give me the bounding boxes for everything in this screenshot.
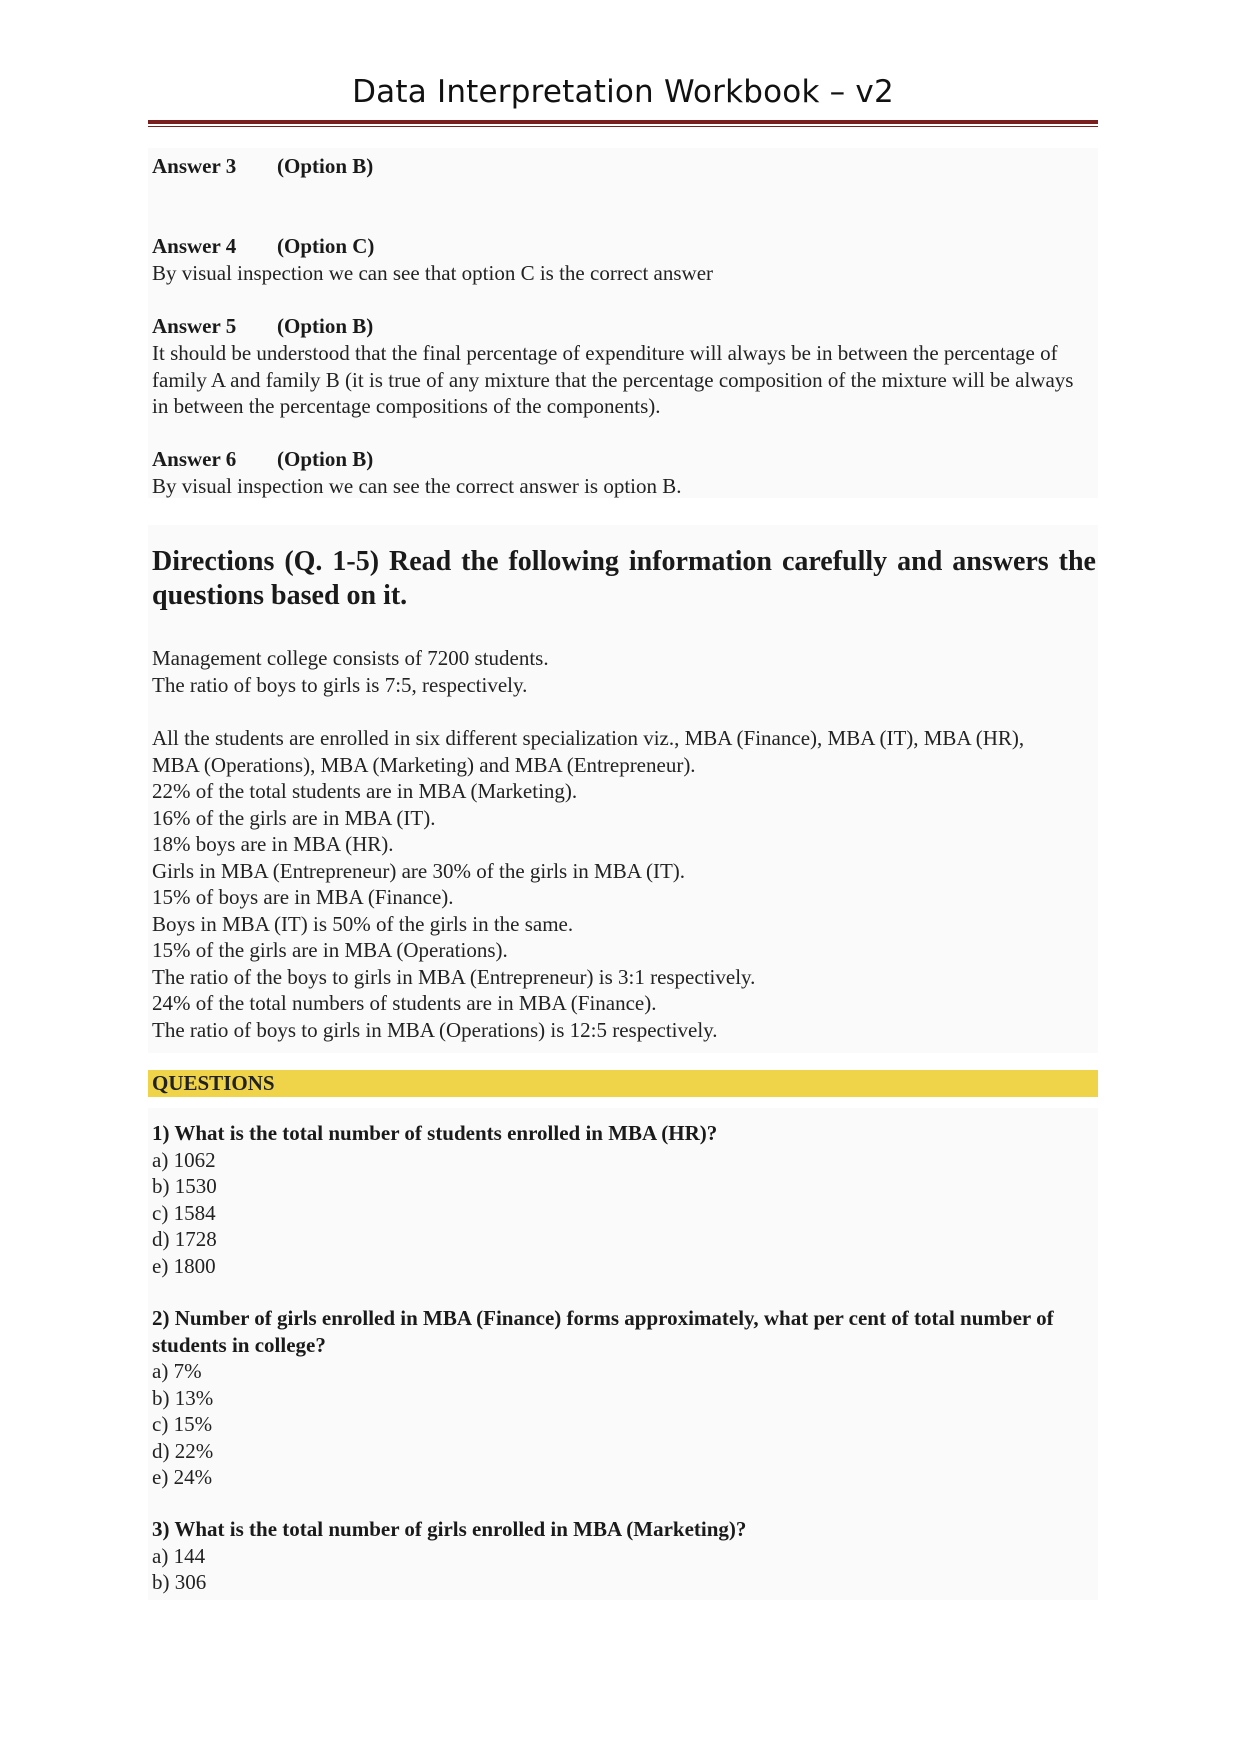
question-2 (152, 1305, 1058, 1491)
answer-option: (Option B) (277, 447, 374, 471)
answer-label: Answer 6 (152, 447, 237, 471)
fact-line: All the students are enrolled in six different specialization viz., MBA (Finance), MBA (IT), MBA (HR), MBA (Operations), MBA (Marketing) and MBA (Entrepreneur). (152, 726, 1025, 777)
answer-option: d) 22% (152, 1438, 214, 1463)
answer-4-heading (152, 234, 375, 259)
fact-line: 16% of the girls are in MBA (IT). (152, 805, 436, 830)
answers-section (148, 148, 1098, 498)
answer-option: b) 306 (152, 1570, 207, 1594)
fact-line: Boys in MBA (IT) is 50% of the girls in the same. (152, 911, 574, 936)
questions-heading-bar (148, 1070, 1098, 1097)
fact-line: Girls in MBA (Entrepreneur) are 30% of the girls in MBA (IT). (152, 858, 686, 883)
directions-facts (152, 725, 1068, 1043)
intro-line: Management college consists of 7200 students. (152, 646, 549, 670)
fact-line: 24% of the total numbers of students are in MBA (Finance). (152, 991, 657, 1015)
questions-section (148, 1108, 1098, 1600)
intro-line: The ratio of boys to girls is 7:5, respectively. (152, 672, 528, 697)
directions-intro (152, 645, 1080, 698)
header-rule-thick (148, 120, 1098, 124)
answer-option: a) 1062 (152, 1147, 216, 1172)
answer-options (152, 1358, 1058, 1491)
answer-option: e) 1800 (152, 1253, 216, 1278)
answer-option: d) 1728 (152, 1227, 217, 1251)
answer-label: Answer 3 (152, 154, 237, 178)
header-rule-thin (148, 126, 1098, 127)
answer-options (152, 1543, 1080, 1596)
question-text: 1) What is the total number of students enrolled in MBA (HR)? (152, 1121, 718, 1145)
answer-5-explanation: It should be understood that the final percentage of expenditure will always be in between the percentage of family A and family B (it is true of any mixture that the percentage composition of the mixture will be always in between the percentage compositions of the components). (152, 341, 1074, 418)
answer-option: b) 1530 (152, 1174, 217, 1198)
answer-option: e) 24% (152, 1465, 213, 1489)
fact-line: The ratio of the boys to girls in MBA (Entrepreneur) is 3:1 respectively. (152, 964, 756, 989)
answer-label: Answer 5 (152, 314, 237, 338)
directions-section (148, 525, 1098, 1053)
question-3 (152, 1516, 1080, 1596)
directions-heading: Directions (Q. 1-5) Read the following information carefully and answers the questions based on it. (152, 546, 1096, 611)
fact-line: 18% boys are in MBA (HR). (152, 832, 394, 856)
answer-option: (Option C) (277, 234, 375, 258)
question-1 (152, 1120, 1080, 1279)
fact-line: 22% of the total students are in MBA (Marketing). (152, 779, 578, 803)
answer-options (152, 1147, 1080, 1280)
answer-option: (Option B) (277, 154, 374, 178)
answer-option: a) 7% (152, 1359, 202, 1383)
fact-line: 15% of boys are in MBA (Finance). (152, 885, 454, 909)
fact-line: The ratio of boys to girls in MBA (Operations) is 12:5 respectively. (152, 1017, 718, 1042)
answer-option: c) 1584 (152, 1200, 216, 1225)
answer-option: b) 13% (152, 1385, 214, 1410)
answer-3-heading (152, 154, 374, 179)
answer-5-heading (152, 314, 374, 339)
question-text: 2) Number of girls enrolled in MBA (Finance) forms approximately, what per cent of total number of students in college? (152, 1306, 1054, 1357)
answer-option: a) 144 (152, 1543, 206, 1568)
question-text: 3) What is the total number of girls enrolled in MBA (Marketing)? (152, 1517, 747, 1541)
answer-6-explanation: By visual inspection we can see the correct answer is option B. (152, 474, 682, 498)
answer-option: c) 15% (152, 1412, 213, 1436)
questions-heading: QUESTIONS (152, 1071, 275, 1095)
fact-line: 15% of the girls are in MBA (Operations). (152, 938, 508, 962)
answer-6-heading (152, 447, 374, 472)
answer-label: Answer 4 (152, 234, 237, 258)
answer-4-explanation: By visual inspection we can see that option C is the correct answer (152, 261, 714, 285)
answer-option: (Option B) (277, 314, 374, 338)
page-header-title: Data Interpretation Workbook – v2 (352, 74, 894, 110)
